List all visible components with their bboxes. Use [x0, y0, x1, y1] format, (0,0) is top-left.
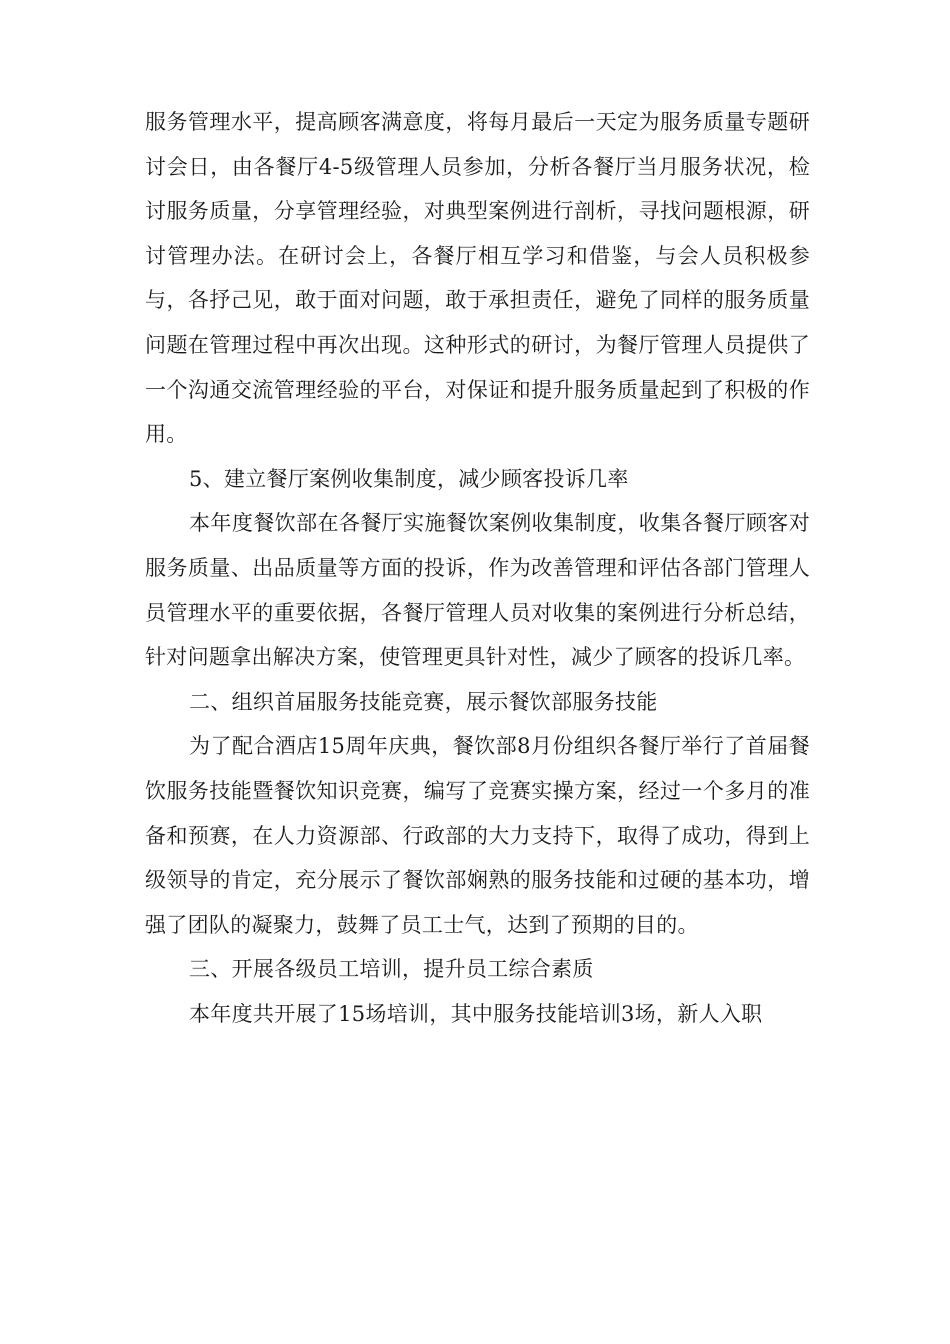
paragraph-service-seminar: 服务管理水平，提高顾客满意度，将每月最后一天定为服务质量专题研讨会日，由各餐厅4-5级管理人员参加，分析各餐厅当月服务状况，检讨服务质量，分享管理经验，对典型案例进行剖析，寻找问题根源，研讨管理办法。在研讨会上，各餐厅相互学习和借鉴，与会人员积极参与，各抒己见，敢于面对问题，敢于承担责任，避免了同样的服务质量问题在管理过程中再次出现。这种形式的研讨，为餐厅管理人员提供了一个沟通交流管理经验的平台，对保证和提升服务质量起到了积极的作用。 [145, 110, 810, 447]
document-page [145, 100, 810, 1036]
paragraph-staff-training: 本年度共开展了15场培训，其中服务技能培训3场，新人入职 [189, 1001, 763, 1026]
heading-case-collection: 5、建立餐厅案例收集制度，减少顾客投诉几率 [189, 466, 629, 491]
heading-skills-competition: 二、组织首届服务技能竞赛，展示餐饮部服务技能 [189, 689, 658, 714]
heading-staff-training: 三、开展各级员工培训，提升员工综合素质 [189, 957, 594, 982]
paragraph-skills-competition: 为了配合酒店15周年庆典，餐饮部8月份组织各餐厅举行了首届餐饮服务技能暨餐饮知识竞赛，编写了竞赛实操方案，经过一个多月的准备和预赛，在人力资源部、行政部的大力支持下，取得了成功，得到上级领导的肯定，充分展示了餐饮部娴熟的服务技能和过硬的基本功，增强了团队的凝聚力，鼓舞了员工士气，达到了预期的目的。 [145, 734, 810, 937]
paragraph-case-collection: 本年度餐饮部在各餐厅实施餐饮案例收集制度，收集各餐厅顾客对服务质量、出品质量等方面的投诉，作为改善管理和评估各部门管理人员管理水平的重要依据，各餐厅管理人员对收集的案例进行分析总结，针对问题拿出解决方案，使管理更具针对性，减少了顾客的投诉几率。 [145, 511, 810, 670]
